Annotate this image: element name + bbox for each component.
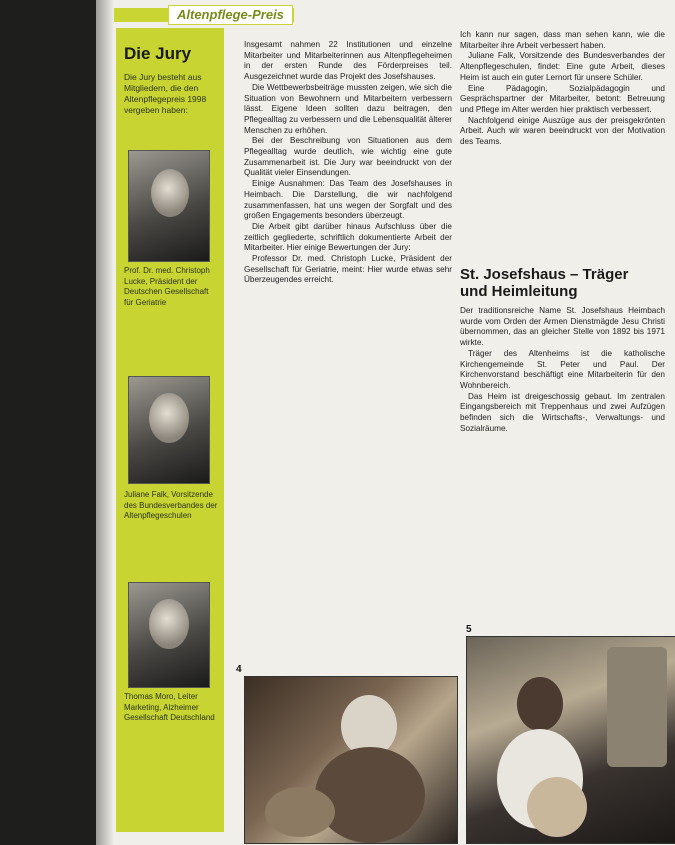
jury-member-caption-3: Thomas Moro, Leiter Marketing, Alzheimer Gesellschaft Deutschland: [124, 692, 215, 722]
paragraph: Professor Dr. med. Christoph Lucke, Präsident der Gesellschaft für Geriatrie, meint: Hier wurde etwas sehr Überzeugendes erreicht.: [244, 254, 452, 285]
figure-number-5: 5: [466, 624, 472, 635]
binding-shadow: [96, 0, 114, 845]
jury-member-caption-1: Prof. Dr. med. Christoph Lucke, Präsident der Deutschen Gesellschaft für Geriatrie: [124, 266, 210, 307]
jury-member-photo-2: [128, 376, 210, 484]
section-title: St. Josefshaus – Träger und Heimleitung: [460, 266, 629, 300]
jury-member-photo-1: [128, 150, 210, 262]
figure-4-photo: [244, 676, 458, 844]
paragraph: Nachfolgend einige Auszüge aus der preisgekrönten Arbeit. Auch wir waren beeindruckt von der Motivation des Teams.: [460, 115, 665, 147]
paragraph: Eine Pädagogin, Sozialpädagogin und Gesprächspartner der Mitarbeiter, betont: Betreuung und Pflege im Alter werden hier praktisch verbessert.: [460, 83, 665, 114]
paragraph: Das Heim ist dreigeschossig gebaut. Im zentralen Eingangsbereich mit Treppenhaus und zwei Aufzügen befinden sich die Wirtschafts-, Verwaltungs- und Sozialräume.: [460, 391, 665, 433]
article-column-right-top: [460, 30, 665, 148]
jury-title: Die Jury: [124, 44, 192, 63]
figure-5-photo: [466, 636, 675, 844]
paragraph: Die Arbeit gibt darüber hinaus Aufschluss über die zeitlich gegliederte, schriftlich dokumentierte Arbeit der Mitarbeiter. Hier einige Bewertungen der Jury:: [244, 221, 452, 253]
paragraph: Juliane Falk, Vorsitzende des Bundesverbandes der Altenpflegeschulen, findet: Eine gute Arbeit, dieses Heim ist auch ein guter Lernort für unsere Schüler.: [460, 51, 665, 82]
section-label: Altenpflege-Preis: [168, 5, 293, 25]
paragraph: Träger des Altenheims ist die katholische Kirchengemeinde St. Peter und Paul. Der Kirchenvorstand beschäftigt eine Mitarbeiterin für den Wohnbereich.: [460, 348, 665, 390]
paragraph: Die Wettbewerbsbeiträge mussten zeigen, wie sich die Situation von Bewohnern und Mitarbeitern verbessern lässt. Eigene Ideen sollten dazu beitragen, den Pflegealltag zu verbessern und die Lebensqualität älterer Menschen zu erhöhen.: [244, 82, 452, 135]
jury-intro: Die Jury besteht aus Mitgliedern, die den Altenpflegepreis 1998 vergeben haben:: [124, 72, 207, 115]
article-column-right-bottom: [460, 306, 665, 434]
paragraph: Bei der Beschreibung von Situationen aus dem Pflegealltag wurde deutlich, wie wichtig eine gute Zusammenarbeit ist. Die Jury war beeindruckt von der Qualität vieler Einsendungen.: [244, 136, 452, 178]
paragraph: Einige Ausnahmen: Das Team des Josefshauses in Heimbach. Die Darstellung, die wir nachfolgend zusammenfassen, hat uns wegen der Sorgfalt und des großen Engagements besonders überzeugt.: [244, 179, 452, 221]
paragraph: Der traditionsreiche Name St. Josefshaus Heimbach wurde vom Orden der Armen Dienstmägde Jesu Christi übernommen, das an gleicher Stelle von 1892 bis 1971 wirkte.: [460, 306, 665, 348]
paragraph: Insgesamt nahmen 22 Institutionen und einzelne Mitarbeiter und Mitarbeiterinnen aus Altenpflegeheimen in der ersten Runde des Förderpreises teil. Ausgezeichnet wurde das Projekt des Josefshauses.: [244, 40, 452, 82]
article-column-middle: [244, 40, 452, 286]
jury-member-photo-3: [128, 582, 210, 688]
figure-number-4: 4: [236, 664, 242, 675]
jury-member-caption-2: Juliane Falk, Vorsitzende des Bundesverbandes der Altenpflegeschulen: [124, 490, 218, 520]
paragraph: Ich kann nur sagen, dass man sehen kann, wie die Mitarbeiter ihre Arbeit verbessert haben.: [460, 30, 665, 50]
